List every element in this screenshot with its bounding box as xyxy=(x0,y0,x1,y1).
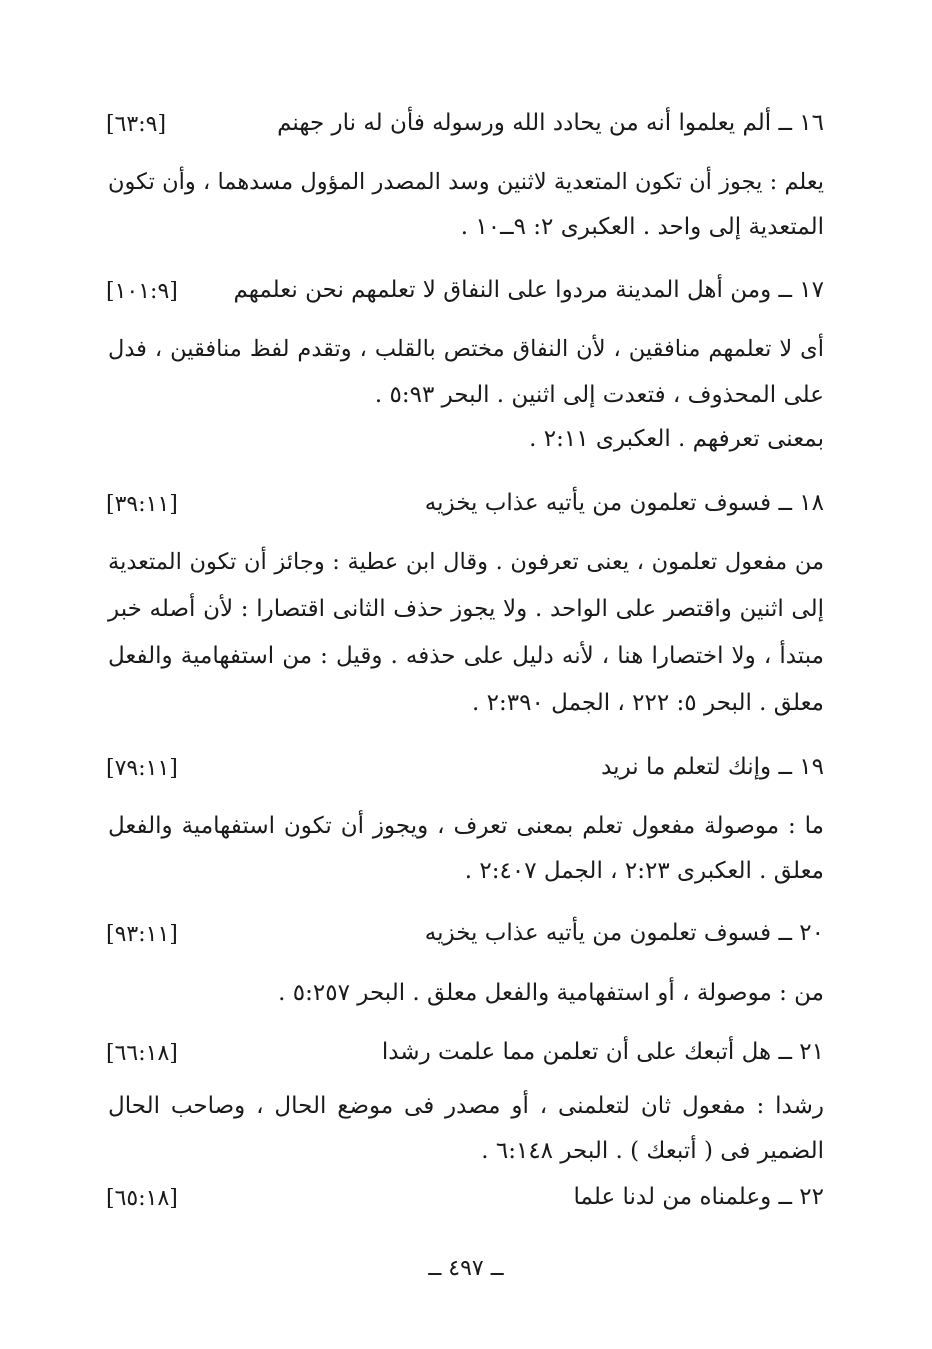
verse-16: ١٦ ــ ألم يعلموا أنه من يحادد الله ورسوله فأن له نار جهنم xyxy=(277,110,824,136)
ref-21: [٦٦:١٨] xyxy=(106,1041,178,1066)
commentary-17-line-3: بمعنى تعرفهم . العكبرى ٢:١١ . xyxy=(529,426,824,452)
verse-21: ٢١ ــ هل أتبعك على أن تعلمن مما علمت رشدا xyxy=(381,1039,824,1065)
verse-18: ١٨ ــ فسوف تعلمون من يأتيه عذاب يخزيه xyxy=(424,490,824,516)
commentary-18-line-2: إلى اثنين واقتصر على الواحد . ولا يجوز حذف الثانى اقتصارا : لأن أصله خبر xyxy=(108,596,824,622)
ref-16: [٦٣:٩] xyxy=(106,112,167,137)
verse-19: ١٩ ــ وإنك لتعلم ما نريد xyxy=(601,754,824,780)
verse-17: ١٧ ــ ومن أهل المدينة مردوا على النفاق لا تعلمهم نحن نعلمهم xyxy=(233,277,824,303)
commentary-19-line-2: معلق . العكبرى ٢:٢٣ ، الجمل ٢:٤٠٧ . xyxy=(464,858,824,884)
ref-22: [٦٥:١٨] xyxy=(106,1186,178,1211)
commentary-21-line-1: رشدا : مفعول ثان لتعلمنى ، أو مصدر فى موضع الحال ، وصاحب الحال xyxy=(108,1093,824,1119)
ref-18: [٣٩:١١] xyxy=(106,492,178,517)
commentary-17-line-1: أى لا تعلمهم منافقين ، لأن النفاق مختص بالقلب ، وتقدم لفظ منافقين ، فدل xyxy=(108,336,824,362)
ref-19: [٧٩:١١] xyxy=(106,756,178,781)
commentary-16-line-1: يعلم : يجوز أن تكون المتعدية لاثنين وسد المصدر المؤول مسدهما ، وأن تكون xyxy=(108,169,824,195)
commentary-19-line-1: ما : موصولة مفعول تعلم بمعنى تعرف ، ويجوز أن تكون استفهامية والفعل xyxy=(108,813,824,839)
commentary-16-line-2: المتعدية إلى واحد . العكبرى ٢: ٩ــ١٠ . xyxy=(460,214,824,240)
ref-17: [١٠١:٩] xyxy=(106,279,178,304)
verse-22: ٢٢ ــ وعلمناه من لدنا علما xyxy=(573,1184,824,1210)
verse-20: ٢٠ ــ فسوف تعلمون من يأتيه عذاب يخزيه xyxy=(424,920,824,946)
page-number: ــ ٤٩٧ ــ xyxy=(428,1256,504,1281)
commentary-18-line-1: من مفعول تعلمون ، يعنى تعرفون . وقال ابن عطية : وجائز أن تكون المتعدية xyxy=(108,549,824,575)
commentary-18-line-3: مبتدأ ، ولا اختصارا هنا ، لأنه دليل على حذفه . وقيل : من استفهامية والفعل xyxy=(108,643,824,669)
commentary-20-line-1: من : موصولة ، أو استفهامية والفعل معلق . البحر ٥:٢٥٧ . xyxy=(278,980,824,1006)
commentary-18-line-4: معلق . البحر ٥: ٢٢٢ ، الجمل ٢:٣٩٠ . xyxy=(472,690,824,716)
commentary-21-line-2: الضمير فى ( أتبعك ) . البحر ٦:١٤٨ . xyxy=(481,1138,824,1164)
commentary-17-line-2: على المحذوف ، فتعدت إلى اثنين . البحر ٥:٩٣ . xyxy=(374,382,824,408)
ref-20: [٩٣:١١] xyxy=(106,922,178,947)
